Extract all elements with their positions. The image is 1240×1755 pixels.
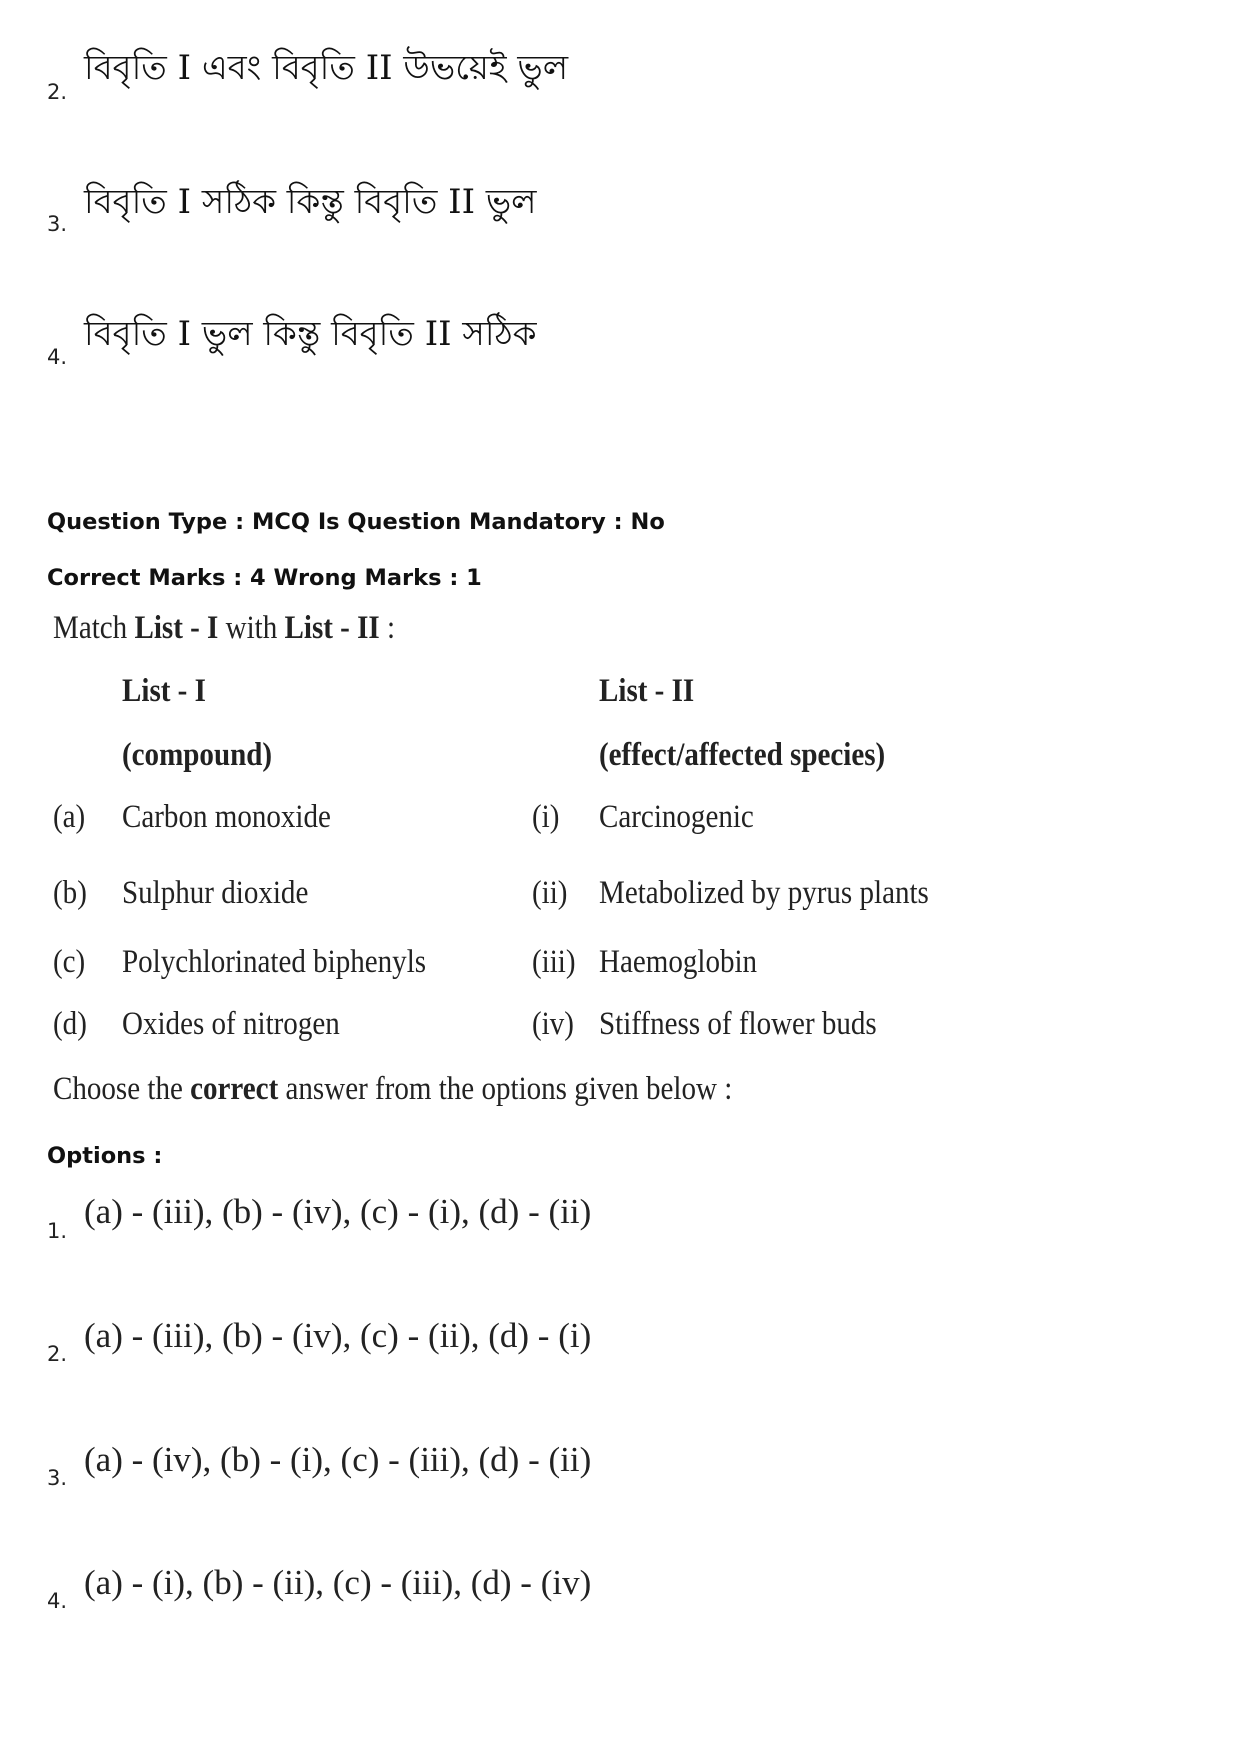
instruction-text: answer from the options given below : [278,1071,733,1107]
prev-option-text: বিবৃতি I এবং বিবৃতি II উভয়েই ভুল [84,48,569,88]
list1-label: (c) [53,944,86,980]
list2-subtitle: (effect/affected species) [599,737,886,773]
instruction-bold: correct [190,1071,279,1107]
intro-text: Match [53,610,135,646]
option-number: 3. [47,1466,68,1490]
list1-subtitle: (compound) [122,737,273,773]
prev-option-text: বিবৃতি I সঠিক কিন্তু বিবৃতি II ভুল [84,182,537,222]
list1-label: (d) [53,1006,87,1042]
list2-label: (iv) [532,1006,574,1042]
intro-text: : [379,610,396,646]
option-text[interactable]: (a) - (iii), (b) - (iv), (c) - (i), (d) - (ii) [84,1192,592,1231]
intro-text: with [218,610,285,646]
list1-item: Carbon monoxide [122,799,331,835]
question-intro [53,610,395,647]
list1-item: Oxides of nitrogen [122,1006,340,1042]
options-label: Options : [47,1143,163,1169]
list1-title: List - I [122,673,206,709]
question-instruction [53,1071,732,1108]
option-number: 1. [47,1219,68,1243]
prev-option-number: 2. [47,80,68,104]
list1-label: (a) [53,799,86,835]
option-number: 4. [47,1589,68,1613]
option-text[interactable]: (a) - (i), (b) - (ii), (c) - (iii), (d) - (iv) [84,1563,592,1602]
list2-label: (i) [532,799,560,835]
list2-item: Metabolized by pyrus plants [599,875,929,911]
list2-item: Haemoglobin [599,944,758,980]
option-text[interactable]: (a) - (iv), (b) - (i), (c) - (iii), (d) - (ii) [84,1440,592,1479]
prev-option-number: 3. [47,212,68,236]
list2-title: List - II [599,673,695,709]
question-meta-marks: Correct Marks : 4 Wrong Marks : 1 [47,565,482,591]
list2-item: Carcinogenic [599,799,754,835]
list1-item: Sulphur dioxide [122,875,309,911]
list2-label: (iii) [532,944,576,980]
intro-list1: List - I [134,610,219,646]
list2-item: Stiffness of flower buds [599,1006,877,1042]
question-meta-type: Question Type : MCQ Is Question Mandatory : No [47,509,665,535]
list2-label: (ii) [532,875,568,911]
prev-option-text: বিবৃতি I ভুল কিন্তু বিবৃতি II সঠিক [84,314,537,354]
list1-item: Polychlorinated biphenyls [122,944,427,980]
intro-list2: List - II [284,610,380,646]
list1-label: (b) [53,875,87,911]
prev-option-number: 4. [47,345,68,369]
instruction-text: Choose the [53,1071,191,1107]
option-text[interactable]: (a) - (iii), (b) - (iv), (c) - (ii), (d) - (i) [84,1316,592,1355]
option-number: 2. [47,1342,68,1366]
